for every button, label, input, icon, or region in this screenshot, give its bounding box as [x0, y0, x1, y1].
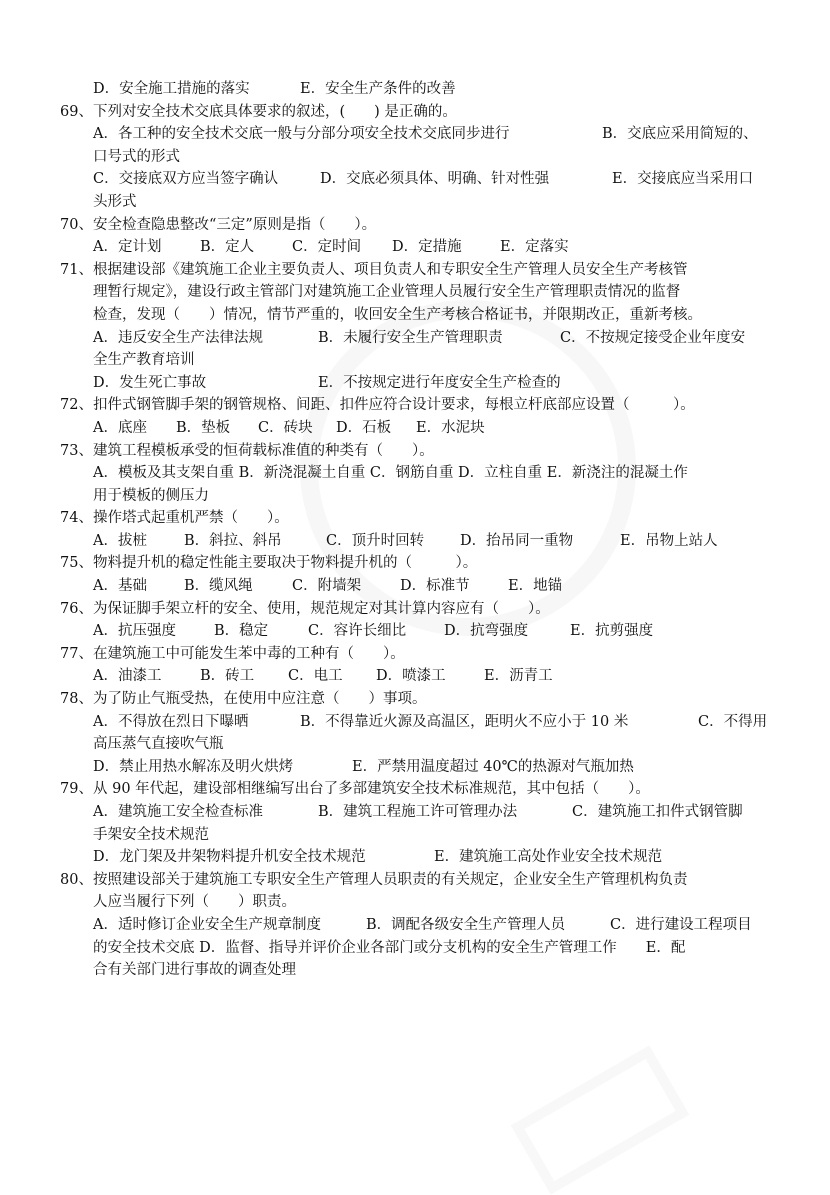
option-a: A．各工种的安全技术交底一般与分部分项安全技术交底同步进行 [93, 126, 510, 143]
option-a: A．抗压强度 [93, 623, 176, 640]
option-list: A．模板及其支架自重 B．新浇混凝土自重 C．钢筋自重 D．立柱自重 E．新浇注的混凝土作 [93, 465, 688, 482]
option-c: C．建筑施工扣件式钢管脚 [572, 804, 743, 820]
option-e: E．地锚 [508, 578, 563, 595]
question-number: 74、 [60, 510, 93, 527]
question-80-stem-continued [60, 891, 780, 914]
option-e: E．抗剪强度 [570, 623, 654, 640]
option-continuation: 全生产教育培训 [93, 352, 195, 369]
option-e: E．安全生产条件的改善 [300, 81, 456, 97]
option-d: D．抗弯强度 [444, 623, 529, 640]
question-79-stem [60, 778, 780, 801]
question-stem: 在建筑施工中可能发生苯中毒的工种有（ ）。 [93, 645, 405, 662]
question-stem: 为保证脚手架立杆的安全、使用，规范规定对其计算内容应有（ ）。 [93, 600, 550, 617]
question-stem-line: 检查，发现（ ）情况，情节严重的，收回安全生产考核合格证书，并限期改正，重新考核。 [93, 306, 702, 323]
question-78-stem [60, 688, 780, 711]
option-continuation: 高压蒸气直接吹气瓶 [93, 736, 224, 753]
question-76-stem [60, 598, 780, 621]
option-d: D．发生死亡事故 [93, 374, 207, 391]
option-c: C．不按规定接受企业年度安 [560, 329, 746, 346]
question-stem: 从 90 年代起，建设部相继编写出台了多部建筑安全技术标准规范，其中包括（ ）。 [93, 781, 650, 798]
option-c: C．交接底双方应当签字确认 [93, 171, 279, 188]
option-b: B．定人 [200, 239, 255, 256]
option-e: E．严禁用温度超过 40℃的热源对气瓶加热 [352, 758, 634, 775]
question-71-continuation [60, 349, 780, 372]
option-a: A．适时修订企业安全生产规章制度 [93, 916, 321, 933]
option-d: D．定措施 [392, 239, 462, 256]
option-d: D．抬吊同一重物 [460, 532, 574, 549]
option-a: A．基础 [93, 578, 147, 595]
question-stem: 按照建设部关于建筑施工专职安全生产管理人员职责的有关规定，企业安全生产管理机构负责 [93, 871, 688, 888]
option-c: C．顶升时回转 [326, 532, 425, 549]
question-number: 72、 [60, 397, 93, 414]
question-77-options [60, 665, 780, 688]
option-a: A．底座 [93, 419, 147, 436]
question-stem-line: 理暂行规定》，建设行政主管部门对建筑施工企业管理人员履行安全生产管理职责情况的监督 [93, 284, 681, 301]
question-number: 78、 [60, 691, 93, 708]
question-number: 76、 [60, 600, 93, 617]
option-e: E．交接底应当采用口 [612, 171, 754, 188]
option-d: D．禁止用热水解冻及明火烘烤 [93, 758, 294, 775]
option-e: E．水泥块 [416, 419, 485, 436]
option-b: B．垫板 [176, 419, 231, 436]
watermark-stamp [511, 1045, 690, 1194]
option-d: D．喷漆工 [376, 668, 446, 685]
question-73-stem [60, 440, 780, 463]
option-b: B．缆风绳 [184, 578, 253, 595]
option-d: D．龙门架及井架物料提升机安全技术规范 [93, 849, 366, 866]
option-continuation: 的安全技术交底 D．监督、指导并评价企业各部门或分支机构的安全生产管理工作 E．配 [93, 939, 686, 956]
question-78-options [60, 756, 780, 779]
question-79-continuation [60, 824, 780, 847]
question-80-continuation [60, 959, 780, 982]
option-a: A．油漆工 [93, 668, 162, 685]
option-c: C．电工 [288, 668, 343, 685]
option-c: C．定时间 [292, 239, 362, 256]
option-b: B．稳定 [214, 623, 269, 640]
question-stem: 下列对安全技术交底具体要求的叙述，( ) 是正确的。 [93, 103, 457, 120]
option-continuation: 头形式 [93, 193, 137, 210]
question-70-options [60, 236, 780, 259]
option-e: E．定落实 [500, 239, 569, 256]
question-69-options [60, 123, 780, 146]
question-69-continuation [60, 146, 780, 169]
option-c: C．进行建设工程项目 [610, 916, 752, 933]
question-71-options [60, 372, 780, 395]
option-b: B．砖工 [200, 668, 255, 685]
option-continuation: 口号式的形式 [93, 148, 180, 165]
option-a: A．不得放在烈日下曝晒 [93, 713, 249, 730]
option-continuation: 手架安全技术规范 [93, 826, 209, 843]
question-number: 70、 [60, 216, 93, 233]
question-78-continuation [60, 733, 780, 756]
question-71-stem-continued [60, 304, 780, 327]
question-stem-line: 人应当履行下列（ ）职责。 [93, 894, 296, 911]
option-c: C．附墙架 [292, 578, 362, 595]
option-b: B．斜拉、斜吊 [184, 532, 282, 549]
question-number: 73、 [60, 442, 93, 459]
question-78-options [60, 711, 780, 734]
question-80-continuation [60, 937, 780, 960]
question-number: 71、 [60, 261, 93, 278]
option-e: E．不按规定进行年度安全生产检查的 [318, 374, 561, 391]
question-79-options [60, 801, 780, 824]
question-list [60, 78, 780, 982]
question-76-options [60, 620, 780, 643]
option-continuation: 合有关部门进行事故的调查处理 [93, 962, 296, 979]
option-a: A．违反安全生产法律法规 [93, 329, 263, 346]
option-a: A．定计划 [93, 239, 162, 256]
question-number: 79、 [60, 781, 93, 798]
question-number: 75、 [60, 555, 93, 572]
option-b: B．不得靠近火源及高温区，距明火不应小于 10 米 [300, 713, 629, 730]
question-69-stem [60, 101, 780, 124]
question-73-options [60, 462, 780, 485]
option-b: B．交底应采用简短的、 [602, 126, 758, 143]
question-70-stem [60, 214, 780, 237]
question-75-options [60, 575, 780, 598]
option-b: B．未履行安全生产管理职责 [318, 329, 503, 346]
question-79-options [60, 846, 780, 869]
option-d: D．标准节 [400, 578, 470, 595]
question-72-stem [60, 394, 780, 417]
question-number: 80、 [60, 871, 93, 888]
question-72-options [60, 417, 780, 440]
question-number: 77、 [60, 645, 93, 662]
question-75-stem [60, 552, 780, 575]
question-73-continuation [60, 485, 780, 508]
option-a: A．建筑施工安全检查标准 [93, 804, 263, 820]
question-stem: 操作塔式起重机严禁（ ）。 [93, 510, 289, 527]
option-b: B．调配各级安全生产管理人员 [366, 916, 566, 933]
option-d: D．安全施工措施的落实 [93, 81, 250, 97]
question-stem: 建筑工程模板承受的恒荷载标准值的种类有（ ）。 [93, 442, 434, 459]
question-69-continuation [60, 191, 780, 214]
question-80-stem [60, 869, 780, 892]
question-71-options [60, 327, 780, 350]
question-71-stem [60, 259, 780, 282]
option-b: B．建筑工程施工许可管理办法 [318, 804, 518, 820]
question-77-stem [60, 643, 780, 666]
option-a: A．拔桩 [93, 532, 147, 549]
question-68-options [60, 78, 780, 101]
question-stem: 根据建设部《建筑施工企业主要负责人、项目负责人和专职安全生产管理人员安全生产考核管 [93, 261, 688, 278]
question-stem: 物料提升机的稳定性能主要取决于物料提升机的（ ）。 [93, 555, 478, 572]
option-d: D．石板 [336, 419, 392, 436]
question-74-stem [60, 507, 780, 530]
question-71-stem-continued [60, 281, 780, 304]
option-c: C．砖块 [258, 419, 313, 436]
question-stem: 为了防止气瓶受热，在使用中应注意（ ）事项。 [93, 691, 427, 708]
option-e: E．建筑施工高处作业安全技术规范 [434, 849, 663, 866]
question-stem: 扣件式钢管脚手架的钢管规格、间距、扣件应符合设计要求，每根立杆底部应设置（ ）。 [93, 397, 695, 414]
question-80-options [60, 914, 780, 937]
option-continuation: 用于模板的侧压力 [93, 487, 209, 504]
option-d: D．交底必须具体、明确、针对性强 [320, 171, 550, 188]
question-stem: 安全检查隐患整改“三定”原则是指（ ）。 [93, 216, 377, 233]
option-c: C．不得用 [698, 713, 768, 730]
question-number: 69、 [60, 103, 93, 120]
question-74-options [60, 530, 780, 553]
option-c: C．容许长细比 [308, 623, 407, 640]
question-69-options [60, 168, 780, 191]
option-e: E．吊物上站人 [620, 532, 718, 549]
option-e: E．沥青工 [484, 668, 553, 685]
